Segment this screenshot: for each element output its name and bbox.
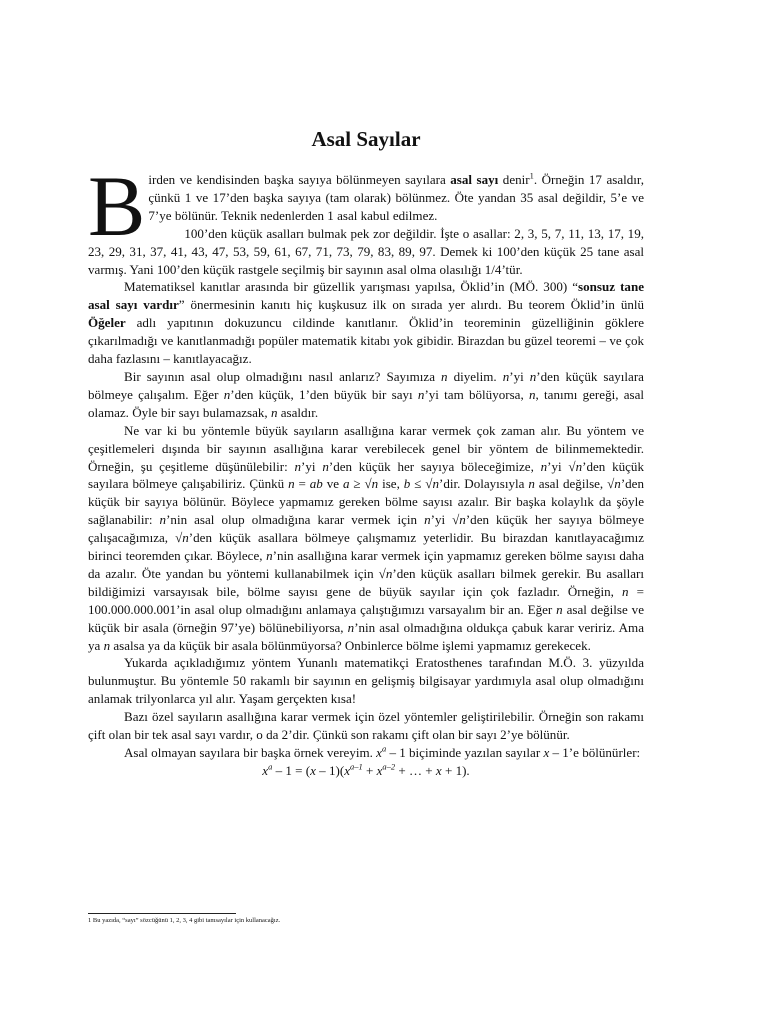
paragraph-4: Bir sayının asal olup olmadığını nasıl anlarız? Sayımıza n diyelim. n’yi n’den küçük sayılara bölmeye çalışalım. Eğer n’den küçük, 1’den büyük bir sayı n’yi tam bölüyorsa, n, tanımı gereği, asal olamaz. Öyle bir sayı bulamazsak, n asaldır. [88, 368, 645, 420]
page-title: Asal Sayılar [311, 127, 421, 151]
paragraph-6: Yukarda açıkladığımız yöntem Yunanlı matematikçi Eratosthenes tarafından M.Ö. 3. yüzyılda bulunmuştur. Bu yöntemle 50 rakamlı bir sayının en gelişmiş bilgisayar yardımıyla asal olup olmadığını anlamak trilyonlarca yıl alır. Yaşam gerçekten kısa! [88, 655, 644, 707]
paragraph-2: 100’den küçük asalları bulmak pek zor değildir. İşte o asallar: 2, 3, 5, 7, 11, 13, 17, 19, 23, 29, 31, 37, 41, 43, 47, 53, 59, 61, 67, 71, 73, 79, 83, 89, 97. Demek ki 100’den küçük 25 tane asal varmış. Yani 100’den küçük rastgele seçilmiş bir sayının asal olma olasılığı 1/4’tür. [88, 225, 644, 277]
paragraph-5: Ne var ki bu yöntemle büyük sayıların asallığına karar vermek çok zaman alır. Bu yöntem ve çeşitlemeleri dışında bir sayının asallığına karar verebilecek genel bir yöntem de bilinmemektedir. Örneğin, şu çeşitleme düşünülebilir: n’yi n’den küçük her sayıya böleceğimize, n’yi √n’den küçük sayılara bölmeye çalışabiliriz. Çünkü n = ab ve a ≥ √n ise, b ≤ √n’dir. Dolayısıyla n asal değilse, √n’den küçük bir sayıya bölünür. Böylece yapmamız gereken bölme sayısı azalır. Bir başka kolaylık da şöyle sağlanabilir: n’nin asal olup olmadığına karar vermek için n’yi √n’den küçük her sayıya bölmeye çalışacağımıza, √n’den küçük asallara bölmeye çalışmamız yeterlidir. Bu birazdan kanıtlayacağımız birinci teoremden çıkar. Böylece, n’nin asallığına karar vermek için yapmamız gereken bölme sayısı daha da azalır. Öte yandan bu yöntemi kullanabilmek için √n’den küçük asalları bilmek gerekir. Bu asalları bildiğimizi varsayısak bile, bölme sayısı gene de büyük sayılar için çok fazladır. Örneğin, n = 100.000.000.001’in asal olup olmadığını anlamaya çalıştığımızı varsayalım bir an. Eğer n asal değilse ve küçük bir asala (örneğin 97’ye) bölünebiliyorsa, n’nin asal olmadığına oldukça çabuk karar veririz. Ama ya n asalsa ya da küçük bir asala bölünmüyorsa? Onbinlerce bölme işlemi yapmamız gerekecek. [88, 422, 645, 653]
drop-cap: B [88, 158, 146, 254]
document-page [88, 0, 644, 1024]
footnote-divider [88, 913, 236, 914]
formula: $x^a - 1 = (x - 1)(x^{a-1} + x^{a-2}$ + … + x + 1). [262, 761, 470, 778]
paragraph-8: Asal olmayan sayılara bir başka örnek vereyim. $x^a - 1$ biçiminde yazılan sayılar x – 1’e bölünürler: [124, 743, 641, 760]
paragraph-3: Matematiksel kanıtlar arasında bir güzellik yarışması yapılsa, Öklid’in (MÖ. 300) “sonsuz tane asal sayı vardır” önermesinin kanıtı hiç kuşkusuz ilk on sırada yer alırdı. Bu teorem Öklid’in ünlü Öğeler adlı yapıtının dokuzuncu cildinde kanıtlanır. Öklid’in teoreminin güzelliğinin göklere çıkarılmadığı ve kanıtlanmadığı popüler matematik kitabı yok gibidir. Birazdan bu güzel teoremi – ve çok daha fazlasını – kanıtlayacağız. [88, 279, 645, 367]
paragraph-1: Birden ve kendisinden başka sayıya bölünmeyen sayılara asal sayı denir$^1$. Örneğin 17 asaldır, çünkü 1 ve 17’den başka sayıya (tam olarak) bölünmez. Öte yandan 35 asal değildir, 5’e ve 7’ye bölünür. Teknik nedenlerden 1 asal kabul edilmez. [88, 158, 644, 254]
footnote: 1 Bu yazıda, “sayı” sözcüğünü 1, 2, 3, 4 gibi tamsayılar için kullanacağız. [88, 917, 281, 924]
paragraph-7: Bazı özel sayıların asallığına karar vermek için özel yöntemler geliştirilebilir. Örneğin son rakamı çift olan bir tek asal sayı vardır, o da 2’dir. Çünkü son rakamı çift olan bir sayı 2’ye bölünür. [88, 709, 644, 743]
article-body [88, 158, 645, 780]
footnote-marker[interactable]: 1 [529, 170, 534, 181]
